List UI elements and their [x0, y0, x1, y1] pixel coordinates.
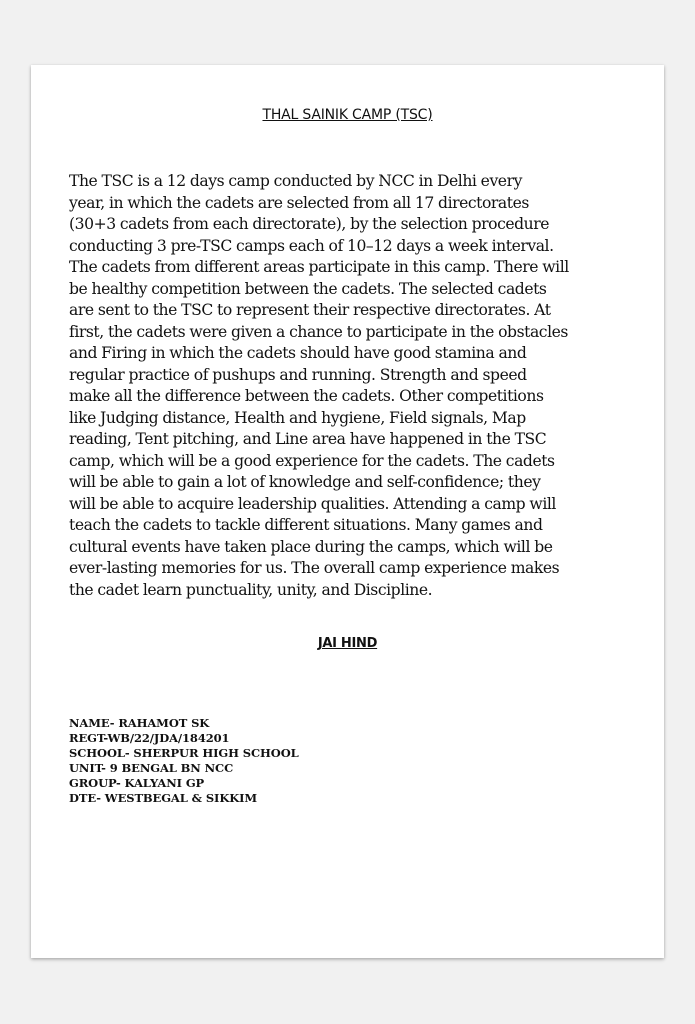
detail-dte: DTE- WESTBEGAL & SIKKIM [69, 791, 258, 805]
detail-school: SCHOOL- SHERPUR HIGH SCHOOL [69, 746, 299, 760]
detail-group: GROUP- KALYANI GP [69, 776, 205, 790]
cadet-details [69, 716, 299, 806]
detail-unit: UNIT- 9 BENGAL BN NCC [69, 761, 234, 775]
body-paragraph: The TSC is a 12 days camp conducted by NCC in Delhi every year, in which the cadets are selected from all 17 directorates (30+3 cadets from each directorate), by the selection procedure conducting 3 pre-TSC camps each of 10–12 days a week interval. The cadets from different areas participate in this camp. There will be healthy competition between the cadets. The selected cadets are sent to the TSC to represent their respective directorates. At first, the cadets were given a chance to participate in the obstacles and Firing in which the cadets should have good stamina and regular practice of pushups and running. Strength and speed make all the difference between the cadets. Other competitions like Judging distance, Health and hygiene, Field signals, Map reading, Tent pitching, and Line area have happened in the TSC camp, which will be a good experience for the cadets. The cadets will be able to gain a lot of knowledge and self-confidence; they will be able to acquire leadership qualities. Attending a camp will teach the cadets to tackle different situations. Many games and cultural events have taken place during the camps, which will be ever-lasting memories for us. The overall camp experience makes the cadet learn punctuality, unity, and Discipline. [69, 172, 569, 599]
closing-salutation: JAI HIND [317, 636, 378, 651]
document-title: THAL SAINIK CAMP (TSC) [262, 107, 433, 123]
detail-name: NAME- RAHAMOT SK [69, 716, 210, 730]
document-page [31, 65, 664, 958]
detail-regt: REGT-WB/22/JDA/184201 [69, 731, 230, 745]
